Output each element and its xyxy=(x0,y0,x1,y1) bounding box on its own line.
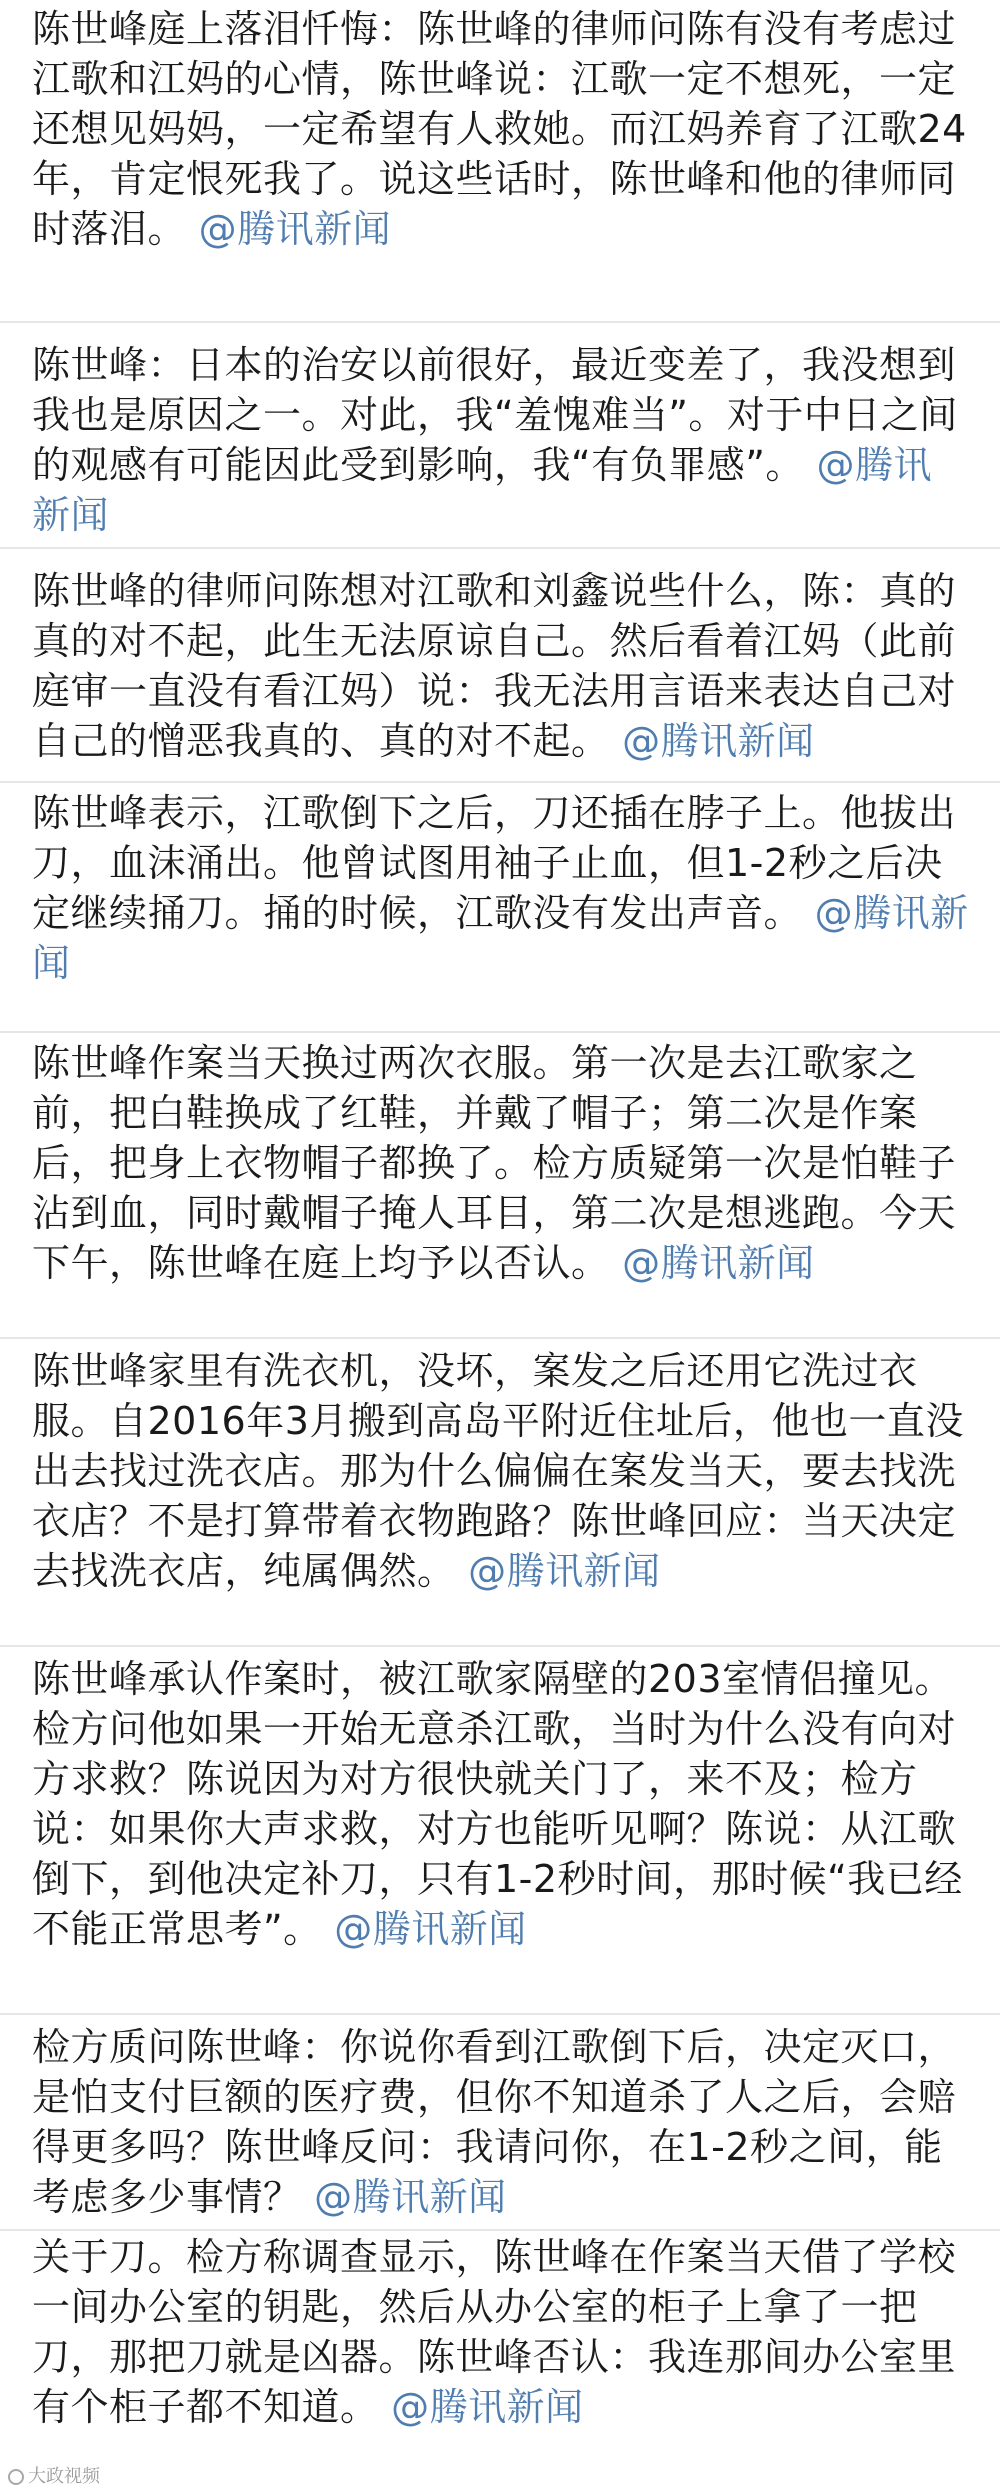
news-post xyxy=(0,1346,1000,1596)
post-divider xyxy=(0,1337,1000,1339)
news-post xyxy=(0,1038,1000,1288)
watermark xyxy=(8,2466,100,2488)
post-divider xyxy=(0,1645,1000,1647)
post-divider xyxy=(0,781,1000,783)
source-link[interactable]: @腾讯新闻 xyxy=(468,1549,661,1593)
post-text: 陈世峰的律师问陈想对江歌和刘鑫说些什么，陈：真的真的对不起，此生无法原谅自己。然后看着江妈（此前庭审一直没有看江妈）说：我无法用言语来表达自己对自己的憎恶我真的、真的对不起。 xyxy=(32,569,957,763)
source-link[interactable]: @腾讯新闻 xyxy=(32,443,932,537)
post-text: 陈世峰承认作案时，被江歌家隔壁的203室情侣撞见。检方问他如果一开始无意杀江歌，当时为什么没有向对方求救？陈说因为对方很快就关门了，来不及；检方说：如果你大声求救，对方也能听见啊？陈说：从江歌倒下，到他决定补刀，只有1-2秒时间，那时候“我已经不能正常思考”。 xyxy=(32,1657,963,1951)
post-divider xyxy=(0,2013,1000,2015)
source-link[interactable]: @腾讯新闻 xyxy=(334,1907,527,1951)
post-divider xyxy=(0,547,1000,549)
source-link[interactable]: @腾讯新闻 xyxy=(391,2385,584,2429)
post-text: 检方质问陈世峰：你说你看到江歌倒下后，决定灭口，是怕支付巨额的医疗费，但你不知道杀了人之后，会赔得更多吗？陈世峰反问：我请问你，在1-2秒之间，能考虑多少事情？ xyxy=(32,2025,957,2219)
post-text: 关于刀。检方称调查显示，陈世峰在作案当天借了学校一间办公室的钥匙，然后从办公室的柜子上拿了一把刀，那把刀就是凶器。陈世峰否认：我连那间办公室里有个柜子都不知道。 xyxy=(32,2235,957,2429)
post-divider xyxy=(0,1031,1000,1033)
news-post xyxy=(0,788,1000,988)
post-divider xyxy=(0,321,1000,323)
source-link[interactable]: @腾讯新闻 xyxy=(622,719,815,763)
post-text: 陈世峰庭上落泪忏悔：陈世峰的律师问陈有没有考虑过江歌和江妈的心情，陈世峰说：江歌一定不想死，一定还想见妈妈，一定希望有人救她。而江妈养育了江歌24年，肯定恨死我了。说这些话时，陈世峰和他的律师同时落泪。 xyxy=(32,7,967,251)
news-post xyxy=(0,1654,1000,1954)
source-link[interactable]: @腾讯新闻 xyxy=(198,207,392,251)
post-text: 陈世峰家里有洗衣机，没坏，案发之后还用它洗过衣服。自2016年3月搬到高岛平附近住址后，他也一直没出去找过洗衣店。那为什么偏偏在案发当天，要去找洗衣店？不是打算带着衣物跑路？陈世峰回应：当天决定去找洗衣店，纯属偶然。 xyxy=(32,1349,964,1593)
source-link[interactable]: @腾讯新闻 xyxy=(32,891,969,985)
news-post xyxy=(0,4,1000,254)
source-link[interactable]: @腾讯新闻 xyxy=(314,2175,507,2219)
news-post xyxy=(0,340,1000,540)
post-text: 陈世峰表示，江歌倒下之后，刀还插在脖子上。他拔出刀，血沫涌出。他曾试图用袖子止血，但1-2秒之后决定继续捅刀。捅的时候，江歌没有发出声音。 xyxy=(32,791,957,935)
source-link[interactable]: @腾讯新闻 xyxy=(622,1241,815,1285)
news-post xyxy=(0,2022,1000,2222)
news-post xyxy=(0,2232,1000,2432)
watermark-icon xyxy=(8,2469,24,2485)
post-divider xyxy=(0,2229,1000,2231)
post-text: 陈世峰：日本的治安以前很好，最近变差了，我没想到我也是原因之一。对此，我“羞愧难当”。对于中日之间的观感有可能因此受到影响，我“有负罪感”。 xyxy=(32,343,958,487)
watermark-text: 大政视频 xyxy=(28,2466,100,2487)
news-post xyxy=(0,566,1000,766)
post-text: 陈世峰作案当天换过两次衣服。第一次是去江歌家之前，把白鞋换成了红鞋，并戴了帽子；第二次是作案后，把身上衣物帽子都换了。检方质疑第一次是怕鞋子沾到血，同时戴帽子掩人耳目，第二次是想逃跑。今天下午，陈世峰在庭上均予以否认。 xyxy=(32,1041,957,1285)
